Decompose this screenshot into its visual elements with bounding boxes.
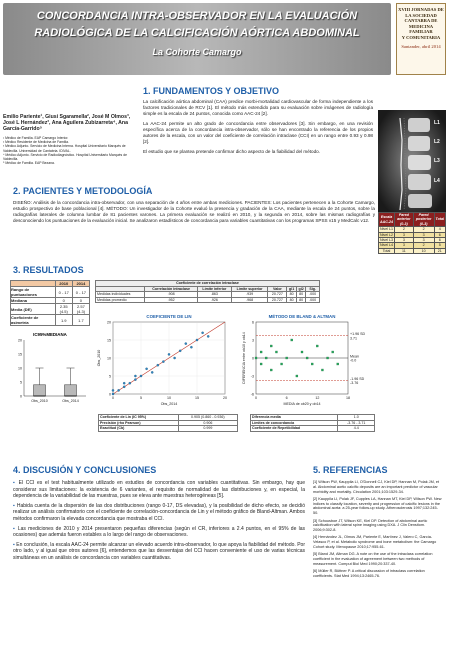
scatter-point: [337, 363, 339, 365]
paragraph: La AAC-24 permite un alto grado de concordancia entre observadores [3]. Sin embargo, en una revisión específica acerca de la concordancia intra-observador, sólo se han encontrado la referencia de los propios autores de la escala, con un valor del coeficiente de correlación intraclase (CCI) en un rango entre 0.93 y 0.98 [2].: [143, 121, 373, 144]
scatter-point: [311, 363, 313, 365]
reference-line-value: -3.76: [350, 381, 359, 386]
scatter-point: [207, 335, 209, 337]
scatter-point: [112, 393, 114, 395]
x-tick-label: 15: [195, 396, 199, 400]
table-cell: 80: [296, 297, 305, 303]
x-tick-label: Obs_2014: [62, 399, 79, 403]
table-row: [251, 426, 375, 432]
title-banner: [3, 3, 391, 75]
table-header: Valor: [268, 286, 287, 292]
scatter-point: [134, 375, 136, 377]
bland-altman-table: [250, 414, 375, 432]
table-cell: Precisión (rho Pearson): [99, 420, 179, 426]
title-line-1: CONCORDANCIA INTRA-OBSERVADOR EN LA EVALUACIÓN: [36, 10, 358, 22]
scatter-point: [316, 345, 318, 347]
table-cell: Medidas individuales: [96, 292, 145, 298]
table-cell: .926: [197, 297, 231, 303]
section-2-body: DISEÑO: Análisis de la concordancia intra-observador, con una separación de 4 años entre ambas mediciones. PACIENTES: Los pacientes pertenecen a la Cohorte Camargo, estudio prospectivo de base poblacional [4]. MÉTODO: Un investigador de la Cohorte evaluó la presencia y gradación de la CAA, mediante la escala de 24 puntos, sobre la radiografías laterales de columna lumbar de 81 pacientes varones. La primera evaluación se realizó en 2010, y la segunda en 2014, sobre las mismas radiografías y desconociendo los puntuaciones de la evaluación inicial. Se analizaron estadísticos de concordancia para variables cuantitativas con los programas SPSS v15 y MedCalc v12.: [13, 200, 375, 223]
section-4-title: 4. DISCUSIÓN Y CONCLUSIONES: [13, 465, 157, 475]
author-names: Emilio Pariente¹, Giusi Sgaramella², José M Olmos³, José L Hernández³, Ana Aguilera Zubizarreta⁴, Ana García-Garrido⁵: [3, 114, 131, 133]
scatter-point: [260, 363, 262, 365]
table-cell: Diferencia media: [251, 415, 338, 421]
table-cell: .952: [145, 297, 198, 303]
table-row: [96, 297, 320, 303]
table-cell: 80: [287, 297, 296, 303]
y-tick-label: 0: [252, 356, 254, 361]
scatter-point: [123, 382, 125, 384]
table-cell: 0: [72, 298, 89, 304]
scatter-point: [190, 346, 192, 348]
y-tick-label: 5: [20, 380, 22, 385]
table-cell: 2: [395, 227, 414, 232]
row-label: Media (DE): [11, 304, 56, 315]
table-cell: 80: [287, 292, 296, 298]
discussion-body: [13, 480, 305, 565]
lin-table: [98, 414, 238, 432]
table-cell: 1.0: [338, 415, 375, 421]
descriptive-stats-table: [10, 280, 90, 326]
table-cell: 0 - 17: [72, 287, 89, 298]
table-cell: -3.76 - 3.71: [338, 420, 375, 426]
table-title: Coeficiente de correlación intraclase: [96, 281, 320, 287]
scatter-point: [196, 339, 198, 341]
table-row: [379, 248, 446, 253]
table-cell: 6: [434, 238, 445, 243]
reference-item: [3] Schousboe JT, Wilson KE, Kiel DP. Detection of abdominal aortic calcification with lateral spine imaging using DXA. J Clin Densitom. 2006;9:302-8.: [313, 518, 428, 533]
x-tick-label: 12: [315, 396, 320, 400]
scatter-point: [275, 351, 277, 353]
chart-title: COEFICIENTE DE LIN: [146, 314, 192, 319]
table-cell: Nivel L3: [380, 238, 393, 243]
table-cell: 20.727: [268, 297, 287, 303]
section-1-title: 1. FUNDAMENTOS Y OBJETIVO: [143, 86, 280, 96]
vertebra-label: L2: [434, 139, 440, 145]
table-cell: 1.9: [55, 315, 72, 326]
scatter-point: [179, 350, 181, 352]
references-body: [313, 480, 443, 581]
x-tick-label: 18: [346, 396, 350, 400]
scatter-point: [296, 375, 298, 377]
aac24-score-table: [378, 212, 446, 254]
table-cell: 6: [434, 232, 445, 237]
logo-line: MEDICINA FAMILIAR: [408, 23, 434, 35]
table-header: Límite inferior: [197, 286, 231, 292]
x-tick-label: 10: [167, 396, 171, 400]
box-body: [34, 385, 46, 396]
table-cell: 2.57 (4.3): [72, 304, 89, 315]
scatter-point: [157, 364, 159, 366]
reference-item: [2] Kauppila LI, Polak JF, Cupples LA, Hannan MT, Kiel DP, Wilson PW. New indices to classify location, severity and progression of calcific lesions in the abdominal aorta: a 25-year follow-up study. Atherosclerosis 1997;132:245-50.: [313, 496, 442, 516]
table-header: 2010: [55, 281, 72, 287]
row-label: Mediana: [11, 298, 56, 304]
vertebra-label: L4: [434, 178, 440, 184]
section-5-title: 5. REFERENCIAS: [313, 465, 388, 475]
authors-block: [3, 114, 138, 166]
row-label: Coeficiente de asimetría: [11, 315, 56, 326]
x-tick-label: 5: [140, 396, 142, 400]
x-tick-label: 0: [112, 396, 114, 400]
scatter-point: [123, 386, 125, 388]
boxplot-chart: [10, 330, 90, 410]
scatter-point: [281, 363, 283, 365]
y-tick-label: -3: [250, 374, 254, 379]
chart-title: MÉTODO DE BLAND & ALTMAN: [268, 314, 336, 319]
x-tick-label: 20: [223, 396, 227, 400]
table-cell: Límites de concordancia: [251, 420, 338, 426]
discussion-bullet: ▪ En conclusión, la escala AAC-24 permite alcanzar un elevado acuerdo intra-observador, lo que apoya la fiabilidad del método. Por otro lado, y al igual que otros autores [6], entendemos que las desventajas del CCI hacen conveniente el uso de varias técnicas simultáneas en un análisis de concordancia con variables cuantitativas.: [13, 542, 305, 562]
affiliation: ⁵ Médico de Familia. EAP Bezana.: [3, 161, 55, 166]
table-cell: 0.999: [178, 426, 237, 432]
table-header: Límite superior: [231, 286, 268, 292]
scatter-point: [134, 379, 136, 381]
reference-item: [5] Bland JM, Altman DG. A note on the use of the intraclass correlation coefficient in the evaluation of agreement between two methods of measurement. Comput Biol Med 1990;20:337-40.: [313, 552, 433, 566]
paragraph: La calcificación aórtica abdominal (CAA) predice morbi-mortalidad cardiovascular de forma independiente a los factores tradicionales de RCV [1]. El método más extendido para su evaluación sobre imágenes de radiología simple es la escala de 24 puntos, conocida como AAC-24 [2].: [143, 99, 373, 116]
table-row: [11, 304, 90, 315]
section-2-title: 2. PACIENTES Y METODOLOGÍA: [13, 186, 153, 196]
scatter-point: [112, 389, 114, 391]
logo-line: CANTABRA DE: [404, 18, 438, 24]
table-cell: .863: [197, 292, 231, 298]
logo-date: Santander, abril 2014: [401, 43, 441, 49]
table-cell: Nivel L2: [380, 232, 393, 237]
table-cell: 0 - 17: [55, 287, 72, 298]
y-tick-label: 20: [107, 320, 111, 325]
table-cell: 2: [413, 227, 434, 232]
reference-line-label: -1.96 SD: [350, 376, 365, 381]
table-cell: 80: [296, 292, 305, 298]
bland-altman-chart: [240, 312, 375, 412]
scatter-point: [260, 351, 262, 353]
x-tick-label: Obs_2010: [31, 399, 48, 403]
reference-item: [6] Müller R, Büttner P. A critical discussion of intraclass correlation coefficients. Stat Med 1994;13:2465-76.: [313, 569, 425, 579]
table-cell: .000: [306, 292, 320, 298]
scatter-point: [174, 357, 176, 359]
scatter-point: [327, 357, 329, 359]
conference-logo: [396, 3, 446, 75]
table-header: Correlación intraclase: [145, 286, 198, 292]
table-cell: 2: [413, 243, 434, 248]
table-cell: Nivel L4: [380, 243, 393, 248]
y-tick-label: 0: [109, 392, 111, 397]
table-cell: .000: [306, 297, 320, 303]
scatter-point: [118, 389, 120, 391]
scatter-point: [332, 351, 334, 353]
y-tick-label: 15: [107, 338, 111, 343]
reference-item: [4] Hernández JL, Olmos JM, Pariente E, Martínez J, Valero C, García-Velasco P, et al. Metabolic syndrome and bone metabolism: the Camargo Cohort study. Menopause 2010;17:955-61.: [313, 535, 437, 550]
table-cell: 3: [395, 243, 414, 248]
table-cell: 3: [413, 238, 434, 243]
title-line-3: La Cohorte Camargo: [152, 47, 242, 57]
reference-line-label: Mean: [350, 354, 359, 359]
logo-line: XVIII JORNADAS DE: [398, 7, 444, 12]
title-line-2: RADIOLÓGICA DE LA CALCIFICACIÓN AÓRTICA ABDOMINAL: [34, 27, 360, 39]
chart-title: IC95%MEDIANA: [33, 332, 67, 337]
discussion-bullet: ▪ Habida cuenta de la dispersión de las dos distribuciones (rango 0-17, DS elevadas), y la posibilidad de dicho efecto, se decidió realizar un análisis confirmatorio con el coeficiente de correlación-concordancia de Lin y el método gráfico de Bland-Altman. Ambos métodos confirmaron la elevada concordancia que mostraba el CCI.: [13, 503, 305, 523]
reference-item: [1] Wilson PW, Kauppila LI, O'Donnell CJ, Kiel DP, Hannan M, Polak JM, et al. Abdominal aortic calcific deposits are an important predictor of vascular morbidity and mortality. Circulation 2001;103:1529-34.: [313, 480, 440, 494]
table-cell: Exactitud (Cb): [99, 426, 179, 432]
table-cell: 11: [395, 248, 414, 253]
lin-scatter-chart: [95, 312, 235, 412]
icc-table: [95, 280, 320, 303]
y-tick-label: 15: [18, 352, 22, 357]
table-cell: Medidas promedio: [96, 297, 145, 303]
table-cell: Total: [379, 248, 395, 253]
y-axis-label: DIFERENCIA entre ob10 y ob14: [242, 332, 246, 384]
x-tick-label: 6: [285, 396, 288, 400]
table-header: Pared anterior (0-3): [395, 213, 414, 227]
section-3-title: 3. RESULTADOS: [13, 265, 84, 275]
scatter-point: [301, 351, 303, 353]
scatter-point: [270, 369, 272, 371]
affiliation: ³ Médico Adjunto. Servicio de Medicina Interna. Hospital Universitario Marqués de Valdecilla. Universidad de Cantabria. IDIVAL.: [3, 144, 126, 153]
table-cell: 3: [395, 238, 414, 243]
discussion-bullet: ▪ El CCI es el test habitualmente utilizado en estudios de concordancia con variables cuantitativas. Sin embargo, hay que considerar sus limitaciones: la existencia de 6 variantes, el requisito de normalidad de las distribuciones y, en especial, la dependencia de la variabilidad de las muestras, pues se eleva ante muestras heterogéneas [5].: [13, 480, 305, 500]
vertebra-label: L3: [434, 158, 440, 164]
table-header: 2014: [72, 281, 89, 287]
affiliation: ¹ Médico de Familia. EAP Camargo Interior.: [3, 135, 69, 140]
y-tick-label: 10: [107, 356, 111, 361]
x-tick-label: 0: [255, 396, 257, 400]
paragraph: El estudio que se plantea pretende confirmar dicho aspecto de la fiabilidad del método.: [143, 149, 320, 154]
table-cell: 2.35 (4.5): [55, 304, 72, 315]
table-header: gl2: [296, 286, 305, 292]
y-axis-label: Obs_2010: [97, 349, 101, 367]
table-cell: 5: [434, 243, 445, 248]
scatter-point: [306, 357, 308, 359]
scatter-point: [202, 332, 204, 334]
table-row: [99, 426, 238, 432]
scatter-point: [140, 375, 142, 377]
table-cell: 4: [434, 227, 445, 232]
table-cell: 3: [413, 232, 434, 237]
table-header: gl1: [287, 286, 296, 292]
y-tick-label: -6: [250, 392, 254, 397]
scatter-point: [129, 382, 131, 384]
logo-line: LA SOCIEDAD: [405, 12, 437, 18]
table-cell: 0: [55, 298, 72, 304]
reference-line-value: -0.0: [350, 358, 357, 363]
section-1-body: [143, 99, 373, 155]
table-header: Escala AAC-24: [379, 213, 395, 227]
y-tick-label: 5: [109, 374, 111, 379]
scatter-point: [162, 361, 164, 363]
scatter-point: [146, 368, 148, 370]
table-cell: Nivel L1: [380, 227, 393, 232]
scatter-point: [265, 357, 267, 359]
table-cell: 4.4: [338, 426, 375, 432]
table-cell: 21: [434, 248, 445, 253]
table-cell: .908: [145, 292, 198, 298]
table-header: Total: [434, 213, 445, 227]
scatter-point: [270, 345, 272, 347]
scatter-point: [185, 343, 187, 345]
vertebra-label: L1: [434, 120, 440, 126]
table-row: [11, 315, 90, 326]
y-tick-label: 20: [18, 338, 22, 343]
table-header: Pared posterior (0-3): [413, 213, 434, 227]
table-cell: Coeficiente de Repetibilidad: [251, 426, 338, 432]
x-axis-label: Obs_2014: [160, 402, 178, 406]
discussion-bullet: ▪ Las mediciones de 2010 y 2014 presentaron pequeñas diferencias (según el CR, inferiores a 2.4 puntos, en el 95% de las ocasiones) que además fueron estables a lo largo del rango de observaciones.: [13, 526, 305, 539]
reference-line-label: +1.96 SD: [350, 332, 366, 337]
y-tick-label: 0: [20, 394, 22, 399]
table-cell: 0.905 (0.860 - 0.936): [178, 415, 237, 421]
table-cell: 0.906: [178, 420, 237, 426]
y-tick-label: 6: [252, 320, 254, 325]
scatter-point: [255, 357, 257, 359]
table-cell: 10: [413, 248, 434, 253]
scatter-point: [286, 357, 288, 359]
table-row: [11, 287, 90, 298]
table-cell: .968: [231, 297, 268, 303]
scatter-point: [291, 339, 293, 341]
row-label: Rango de puntuaciones: [11, 287, 56, 298]
logo-line: Y COMUNITARIA: [401, 34, 441, 40]
affiliation: ² Médico Residente de Medicina de Familia.: [3, 139, 69, 144]
table-cell: Coeficiente de Lin (IC 95%): [99, 415, 179, 421]
y-tick-label: 10: [18, 366, 22, 371]
table-cell: 1.7: [72, 315, 89, 326]
table-header: Sig.: [306, 286, 320, 292]
lumbar-xray-image: [378, 110, 446, 212]
reference-line-value: 3.71: [350, 336, 357, 341]
scatter-point: [321, 369, 323, 371]
table-cell: .939: [231, 292, 268, 298]
scatter-point: [168, 353, 170, 355]
table-cell: 20.727: [268, 292, 287, 298]
table-cell: 3: [395, 232, 414, 237]
y-tick-label: 3: [252, 338, 254, 343]
scatter-point: [151, 371, 153, 373]
affiliation: ⁴ Médico Adjunto. Servicio de Radiodiagnóstico. Hospital Universitario Marqués de Valdecilla.: [3, 152, 127, 162]
box-body: [65, 385, 77, 396]
x-axis-label: MEDIA de ob20 y ob14: [283, 402, 321, 406]
